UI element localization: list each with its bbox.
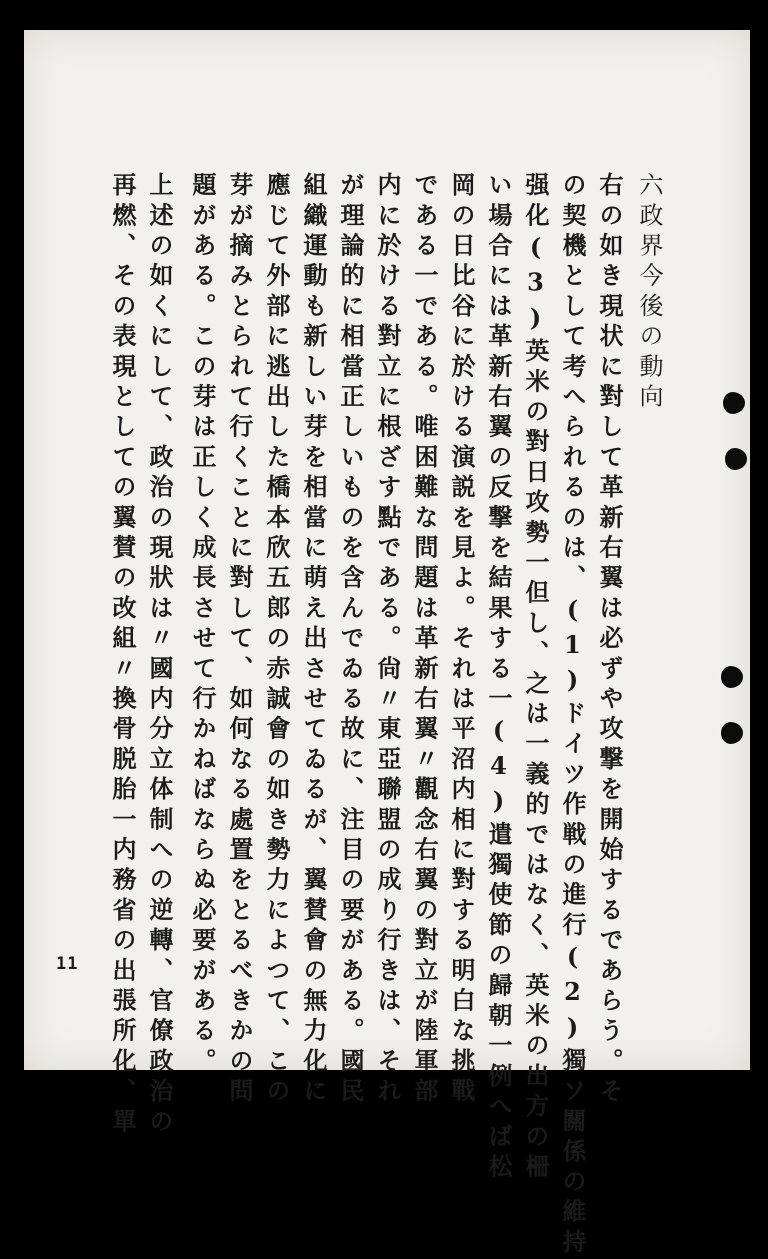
text-column-7: 内に於ける對立に根ざす點である。尙〃東亞聯盟の成り行きは、それ <box>373 172 402 1109</box>
section-heading: 六政界今後の動向 <box>635 172 663 414</box>
binding-hole <box>718 666 743 688</box>
text-column-8: が理論的に相當正しいものを含んでゐる故に、注目の要がある。國民 <box>336 172 365 1109</box>
binding-hole <box>718 722 743 744</box>
text-column-4: い場合には革新右翼の反撃を結果する一(4)遣獨使節の歸朝一例へば松 <box>484 172 513 1184</box>
text-column-3: 强化(3)英米の對日攻勢一但し、之は一義的ではなく、英米の出方の柵 <box>521 172 550 1184</box>
text-column-6: である一である。唯困難な問題は革新右翼〃觀念右翼の對立が陸軍部 <box>410 172 439 1109</box>
binding-hole <box>720 392 745 414</box>
text-column-2: の契機として考へられるのは、(1)ドイツ作戦の進行(2)獨ソ關係の維持 <box>558 172 587 1259</box>
text-column-11: 芽が摘みとられて行くことに對して、如何なる處置をとるべきかの問 <box>225 172 254 1109</box>
page-number: 11 <box>56 954 79 974</box>
text-column-5: 岡の日比谷に於ける演説を見よ。それは平沼内相に對する明白な挑戰 <box>447 172 476 1109</box>
text-column-1: 右の如き現状に對して革新右翼は必ずや攻撃を開始するであらう。そ <box>595 172 624 1109</box>
text-column-9: 組織運動も新しい芽を相當に萌え出させてゐるが、翼賛會の無力化に <box>299 172 328 1109</box>
text-column-13: 上述の如くにして、政治の現狀は〃國内分立体制への逆轉、官僚政治の <box>145 172 174 1139</box>
text-column-14: 再燃、その表現としての翼賛の改組〃換骨脱胎一内務省の出張所化、單 <box>108 172 137 1139</box>
text-column-12: 題がある。この芽は正しく成長させて行かねばならぬ必要がある。 <box>188 172 217 1078</box>
text-column-10: 應じて外部に逃出した橋本欣五郎の赤誠會の如き勢力によつて、この <box>262 172 291 1109</box>
binding-hole <box>722 448 747 470</box>
